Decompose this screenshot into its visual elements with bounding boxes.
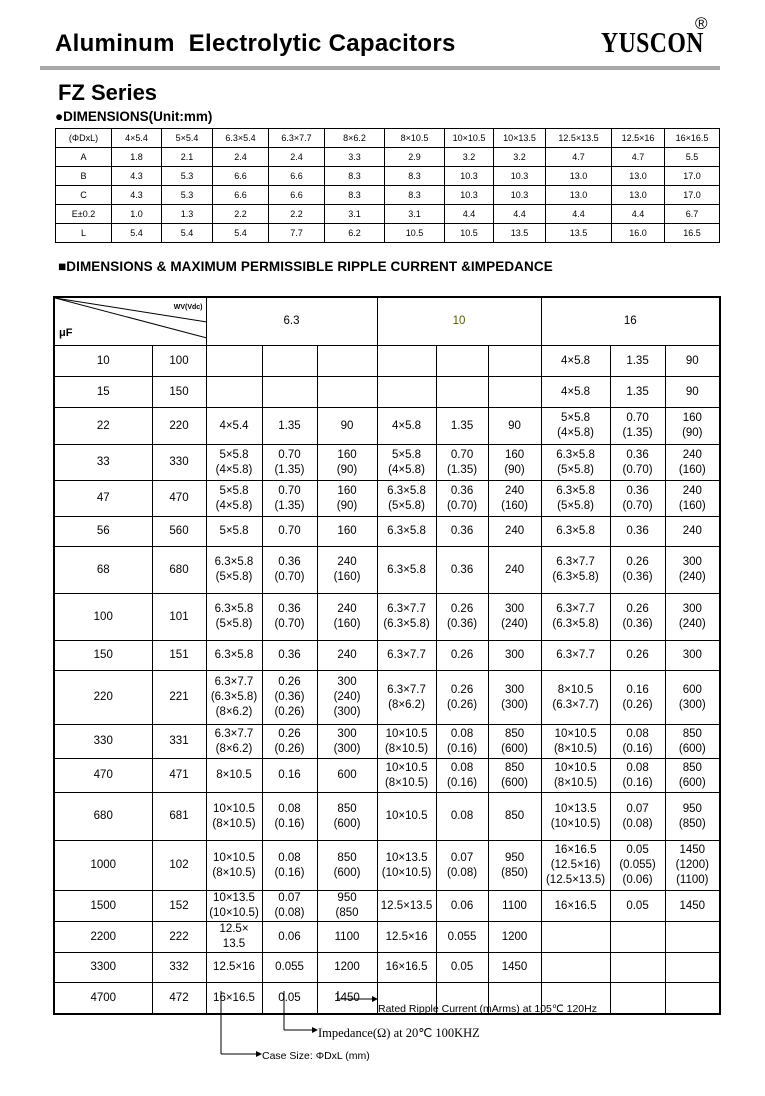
impedance-cell: 0.70 (1.35) [262,481,317,517]
impedance-cell: 0.70 [262,517,317,547]
dim-cell: 4.7 [612,148,665,167]
case-size-cell: 12.5×13.5 [377,891,436,922]
voltage-16: 16 [541,297,720,346]
dim-cell: 10.3 [445,167,494,186]
ripple-current-cell: 300 (240) [488,594,541,641]
impedance-cell: 0.06 [436,891,488,922]
dim-cell: 10.3 [445,186,494,205]
ripple-current-cell: 90 [488,408,541,445]
impedance-cell: 0.05 [436,953,488,983]
ripple-current-cell: 850 (600) [665,725,720,759]
capacitance-cell: 150 [54,641,152,671]
case-size-cell: 4×5.8 [541,346,610,377]
case-size-cell: 6.3×5.8 [541,517,610,547]
case-size-cell: 4×5.4 [206,408,262,445]
case-size-cell: 16×16.5 (12.5×16) (12.5×13.5) [541,841,610,891]
case-size-cell: 10×10.5 [377,793,436,841]
code-cell: 152 [152,891,206,922]
dimensions-heading: ●DIMENSIONS(Unit:mm) [55,109,213,124]
dim-cell: 6.3×7.7 [269,129,325,148]
impedance-cell: 0.05 (0.055) (0.06) [610,841,665,891]
brand-logo: YUSCON [601,27,704,59]
impedance-cell: 0.05 [262,983,317,1015]
dim-cell: 12.5×13.5 [546,129,612,148]
case-size-cell: 6.3×5.8 (5×5.8) [541,481,610,517]
page-title: Aluminum Electrolytic Capacitors [55,30,456,57]
case-size-cell: 6.3×5.8 (5×5.8) [206,547,262,594]
dim-cell: 12.5×16 [612,129,665,148]
dim-cell: 6.6 [213,186,269,205]
dim-label-cell: L [56,224,112,243]
dim-cell: 13.0 [546,167,612,186]
dim-label-cell: (ΦDxL) [56,129,112,148]
dim-cell: 3.1 [325,205,385,224]
case-size-cell: 12.5× 13.5 [206,922,262,953]
case-size-cell: 6.3×7.7 (6.3×5.8) [541,547,610,594]
code-cell: 471 [152,759,206,793]
dim-cell: 5.4 [213,224,269,243]
case-size-cell: 10×13.5 (10×10.5) [206,891,262,922]
case-size-cell: 6.3×7.7 (8×6.2) [377,671,436,725]
case-size-cell: 10×13.5 (10×10.5) [541,793,610,841]
dim-cell: 8.3 [325,167,385,186]
capacitance-cell: 22 [54,408,152,445]
case-size-cell: 10×13.5 (10×10.5) [377,841,436,891]
dim-cell: 4.4 [445,205,494,224]
dim-cell: 10×13.5 [494,129,546,148]
ripple-current-cell: 90 [665,346,720,377]
case-size-cell: 6.3×5.8 [377,517,436,547]
dim-label-cell: B [56,167,112,186]
ripple-current-cell: 240 (160) [488,481,541,517]
ripple-current-cell: 300 (300) [317,725,377,759]
capacitance-cell: 4700 [54,983,152,1015]
note-case-size: Case Size: ΦDxL (mm) [262,1050,370,1062]
case-size-cell: 6.3×5.8 [206,641,262,671]
dim-cell: 4.3 [112,186,162,205]
impedance-cell: 1.35 [436,408,488,445]
dim-cell: 3.2 [445,148,494,167]
ripple-current-cell: 300 (240) (300) [317,671,377,725]
dim-cell: 6.7 [665,205,720,224]
case-size-cell: 6.3×7.7 [541,641,610,671]
dim-cell: 6.6 [269,186,325,205]
code-cell: 151 [152,641,206,671]
dim-cell: 10.3 [494,167,546,186]
code-cell: 222 [152,922,206,953]
case-size-cell: 8×10.5 [206,759,262,793]
ripple-current-cell: 300 (300) [488,671,541,725]
capacitance-cell: 100 [54,594,152,641]
impedance-cell: 1.35 [262,408,317,445]
case-size-cell: 10×10.5 (8×10.5) [541,725,610,759]
capacitance-cell: 3300 [54,953,152,983]
impedance-cell: 0.26 (0.36) [610,594,665,641]
impedance-cell: 0.26 (0.36) [610,547,665,594]
uf-label: μF [59,327,73,339]
registered-mark: ® [695,14,708,33]
case-size-cell: 10×10.5 (8×10.5) [377,759,436,793]
dim-label-cell: C [56,186,112,205]
impedance-cell: 0.36 (0.70) [262,547,317,594]
ripple-current-cell: 950 (850) [665,793,720,841]
ripple-current-cell: 240 [665,517,720,547]
case-size-cell: 4×5.8 [541,377,610,408]
capacitance-cell: 68 [54,547,152,594]
dim-cell: 16.5 [665,224,720,243]
voltage-10: 10 [377,297,541,346]
impedance-cell: 0.26 (0.26) [436,671,488,725]
ripple-current-cell: 300 (240) [665,594,720,641]
capacitance-cell: 680 [54,793,152,841]
ripple-current-cell: 90 [665,377,720,408]
ripple-current-cell: 600 (300) [665,671,720,725]
ripple-current-cell: 950 (850) [488,841,541,891]
dim-cell: 17.0 [665,186,720,205]
dim-label-cell: E±0.2 [56,205,112,224]
case-size-cell: 10×10.5 (8×10.5) [541,759,610,793]
dim-cell: 3.3 [325,148,385,167]
capacitance-cell: 1000 [54,841,152,891]
ripple-current-cell: 300 [488,641,541,671]
case-size-cell: 6.3×5.8 (5×5.8) [377,481,436,517]
code-cell: 330 [152,445,206,481]
capacitance-cell: 56 [54,517,152,547]
dim-cell: 4×5.4 [112,129,162,148]
case-size-cell: 5×5.8 (4×5.8) [206,481,262,517]
dim-cell: 2.4 [213,148,269,167]
dim-cell: 2.9 [385,148,445,167]
capacitance-cell: 15 [54,377,152,408]
impedance-cell: 1.35 [610,377,665,408]
dim-cell: 13.5 [546,224,612,243]
ripple-current-cell: 1450 [317,983,377,1015]
case-size-cell: 12.5×16 [206,953,262,983]
impedance-cell: 0.06 [262,922,317,953]
ripple-current-cell: 240 [488,517,541,547]
ripple-current-cell: 240 [488,547,541,594]
case-size-cell: 6.3×7.7 [377,641,436,671]
impedance-cell: 0.36 (0.70) [436,481,488,517]
impedance-cell: 0.055 [262,953,317,983]
code-cell: 560 [152,517,206,547]
code-cell: 470 [152,481,206,517]
ripple-current-cell: 850 (600) [488,759,541,793]
ripple-current-cell: 600 [317,759,377,793]
impedance-cell: 0.08 (0.16) [436,759,488,793]
dim-cell: 7.7 [269,224,325,243]
dim-cell: 13.5 [494,224,546,243]
ripple-current-cell: 90 [317,408,377,445]
dim-cell: 10×10.5 [445,129,494,148]
dim-cell: 13.0 [612,186,665,205]
dim-cell: 8×6.2 [325,129,385,148]
ripple-current-cell: 850 (600) [317,793,377,841]
ripple-current-cell: 850 (600) [488,725,541,759]
impedance-cell: 0.08 (0.16) [436,725,488,759]
dim-cell: 13.0 [546,186,612,205]
code-cell: 680 [152,547,206,594]
impedance-cell: 0.16 (0.26) [610,671,665,725]
dim-cell: 6.6 [269,167,325,186]
impedance-cell: 0.07 (0.08) [610,793,665,841]
dim-cell: 2.2 [269,205,325,224]
case-size-cell: 5×5.8 (4×5.8) [377,445,436,481]
dim-cell: 6.2 [325,224,385,243]
ripple-current-cell: 850 (600) [665,759,720,793]
voltage-6-3: 6.3 [206,297,377,346]
impedance-cell: 0.07 (0.08) [262,891,317,922]
case-size-cell: 5×5.8 (4×5.8) [541,408,610,445]
ripple-current-cell: 160 [317,517,377,547]
dim-cell: 5.4 [162,224,213,243]
dim-cell: 5×5.4 [162,129,213,148]
impedance-cell: 0.16 [262,759,317,793]
impedance-cell: 0.07 (0.08) [436,841,488,891]
capacitance-cell: 2200 [54,922,152,953]
dim-cell: 4.7 [546,148,612,167]
code-cell: 221 [152,671,206,725]
capacitance-cell: 1500 [54,891,152,922]
impedance-cell: 0.70 (1.35) [262,445,317,481]
ripple-current-cell: 240 (160) [317,594,377,641]
impedance-cell: 0.26 (0.26) [262,725,317,759]
capacitance-cell: 10 [54,346,152,377]
case-size-cell: 12.5×16 [377,922,436,953]
dim-label-cell: A [56,148,112,167]
dim-cell: 4.4 [494,205,546,224]
impedance-cell: 0.36 (0.70) [610,445,665,481]
case-size-cell: 8×10.5 (6.3×7.7) [541,671,610,725]
ripple-current-cell: 160 (90) [488,445,541,481]
impedance-cell: 0.08 (0.16) [262,793,317,841]
impedance-cell: 0.36 (0.70) [610,481,665,517]
ripple-current-cell: 1450 (1200) (1100) [665,841,720,891]
case-size-cell: 10×10.5 (8×10.5) [377,725,436,759]
dim-cell: 5.4 [112,224,162,243]
impedance-cell: 0.36 (0.70) [262,594,317,641]
ripple-current-cell: 240 (160) [665,445,720,481]
impedance-cell: 0.70 (1.35) [436,445,488,481]
code-cell: 101 [152,594,206,641]
dim-cell: 10.5 [385,224,445,243]
ripple-current-cell: 1100 [488,891,541,922]
dim-cell: 2.1 [162,148,213,167]
code-cell: 100 [152,346,206,377]
dim-cell: 8.3 [385,186,445,205]
dim-cell: 8.3 [385,167,445,186]
dim-cell: 4.4 [546,205,612,224]
dim-cell: 3.2 [494,148,546,167]
dim-cell: 8×10.5 [385,129,445,148]
impedance-cell: 0.26 (0.36) [436,594,488,641]
capacitance-cell: 33 [54,445,152,481]
ripple-current-cell: 240 (160) [665,481,720,517]
impedance-cell: 0.08 [436,793,488,841]
dim-cell: 4.4 [612,205,665,224]
case-size-cell: 10×10.5 (8×10.5) [206,841,262,891]
ripple-current-cell: 1450 [488,953,541,983]
ripple-current-cell: 240 [317,641,377,671]
impedance-cell: 0.26 (0.36) (0.26) [262,671,317,725]
ripple-current-cell: 1200 [317,953,377,983]
note-ripple: Rated Ripple Current (mArms) at 105℃ 120Hz [378,1003,597,1015]
dim-cell: 2.4 [269,148,325,167]
series-title: FZ Series [58,80,158,105]
case-size-cell: 10×10.5 (8×10.5) [206,793,262,841]
ripple-current-cell: 300 [665,641,720,671]
ripple-current-cell: 950 (850 [317,891,377,922]
capacitance-cell: 220 [54,671,152,725]
dim-cell: 1.8 [112,148,162,167]
case-size-cell: 6.3×5.8 [377,547,436,594]
impedance-cell: 0.08 (0.16) [262,841,317,891]
note-impedance: Impedance(Ω) at 20℃ 100KHZ [318,1026,480,1040]
dim-cell: 4.3 [112,167,162,186]
dim-cell: 6.3×5.4 [213,129,269,148]
ripple-heading: ■DIMENSIONS & MAXIMUM PERMISSIBLE RIPPLE CURRENT &IMPEDANCE [58,259,553,274]
impedance-cell: 1.35 [610,346,665,377]
impedance-cell: 0.08 (0.16) [610,725,665,759]
ripple-current-cell: 160 (90) [317,445,377,481]
impedance-cell: 0.26 [436,641,488,671]
dim-cell: 1.3 [162,205,213,224]
case-size-cell: 16×16.5 [206,983,262,1015]
dim-cell: 17.0 [665,167,720,186]
dim-cell: 6.6 [213,167,269,186]
case-size-cell: 6.3×7.7 (6.3×5.8) (8×6.2) [206,671,262,725]
case-size-cell: 6.3×7.7 (6.3×5.8) [541,594,610,641]
code-cell: 472 [152,983,206,1015]
capacitance-cell: 330 [54,725,152,759]
dim-cell: 5.3 [162,186,213,205]
code-cell: 150 [152,377,206,408]
code-cell: 681 [152,793,206,841]
impedance-cell: 0.70 (1.35) [610,408,665,445]
case-size-cell: 5×5.8 [206,517,262,547]
impedance-cell: 0.36 [436,547,488,594]
dim-cell: 13.0 [612,167,665,186]
impedance-cell: 0.36 [436,517,488,547]
code-cell: 331 [152,725,206,759]
impedance-cell: 0.055 [436,922,488,953]
case-size-cell: 6.3×7.7 (6.3×5.8) [377,594,436,641]
case-size-cell: 5×5.8 (4×5.8) [206,445,262,481]
case-size-cell: 6.3×5.8 (5×5.8) [541,445,610,481]
dim-cell: 2.2 [213,205,269,224]
ripple-current-cell: 850 (600) [317,841,377,891]
dim-cell: 5.3 [162,167,213,186]
case-size-cell: 4×5.8 [377,408,436,445]
ripple-current-cell: 160 (90) [665,408,720,445]
ripple-current-cell: 300 (240) [665,547,720,594]
code-cell: 220 [152,408,206,445]
dim-cell: 10.5 [445,224,494,243]
dim-cell: 1.0 [112,205,162,224]
ripple-current-cell: 160 (90) [317,481,377,517]
ripple-current-cell: 850 [488,793,541,841]
dim-cell: 10.3 [494,186,546,205]
case-size-cell: 6.3×5.8 (5×5.8) [206,594,262,641]
case-size-cell: 16×16.5 [377,953,436,983]
code-cell: 102 [152,841,206,891]
case-size-cell: 16×16.5 [541,891,610,922]
ripple-current-cell: 240 (160) [317,547,377,594]
impedance-cell: 0.08 (0.16) [610,759,665,793]
impedance-cell: 0.26 [610,641,665,671]
capacitance-cell: 47 [54,481,152,517]
capacitance-cell: 470 [54,759,152,793]
ripple-current-cell: 1200 [488,922,541,953]
dim-cell: 16.0 [612,224,665,243]
impedance-cell: 0.36 [262,641,317,671]
impedance-cell: 0.05 [610,891,665,922]
dim-cell: 8.3 [325,186,385,205]
impedance-cell: 0.36 [610,517,665,547]
dim-cell: 5.5 [665,148,720,167]
case-size-cell: 6.3×7.7 (8×6.2) [206,725,262,759]
ripple-current-cell: 1100 [317,922,377,953]
dim-cell: 16×16.5 [665,129,720,148]
wv-label: WV(Vdc) [173,304,203,311]
code-cell: 332 [152,953,206,983]
ripple-current-cell: 1450 [665,891,720,922]
dim-cell: 3.1 [385,205,445,224]
